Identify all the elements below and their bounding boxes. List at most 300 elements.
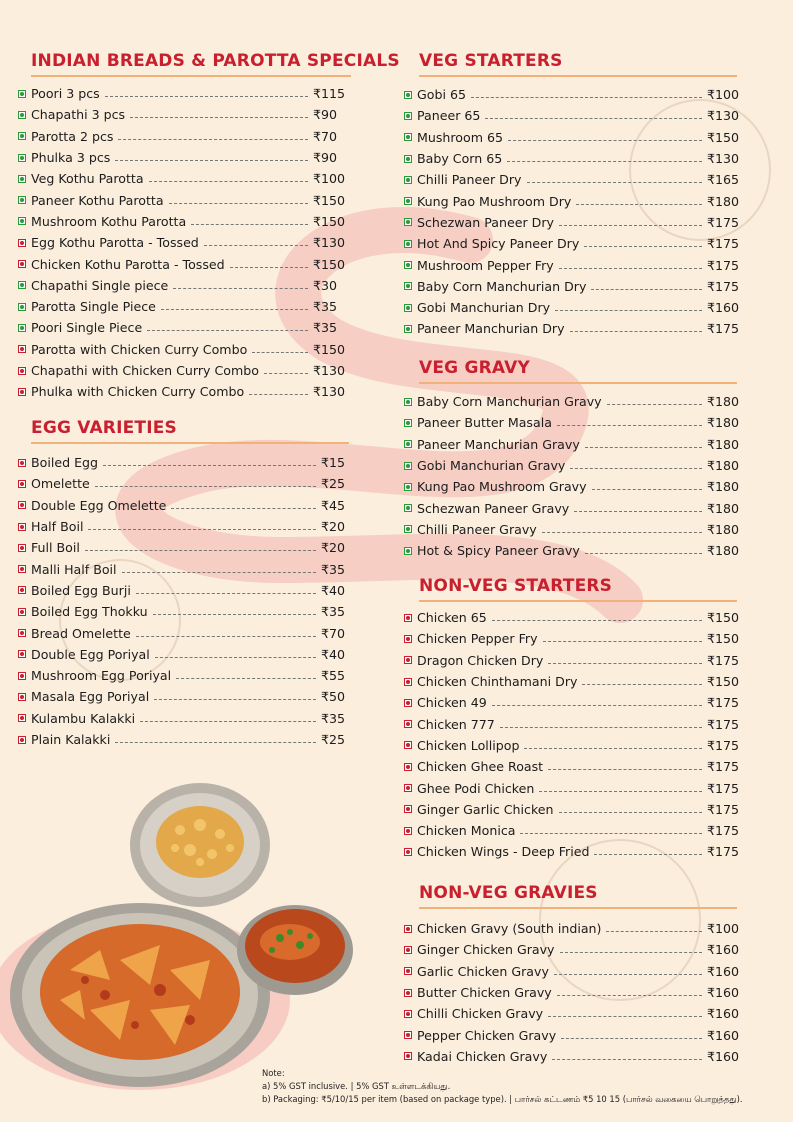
item-name: Hot & Spicy Paneer Gravy <box>417 543 580 559</box>
veg-mark-icon <box>404 155 412 163</box>
item-name: Paneer Butter Masala <box>417 415 552 431</box>
item-name: Boiled Egg Thokku <box>31 604 148 620</box>
veg-mark-icon <box>404 304 412 312</box>
nonveg-mark-icon <box>404 967 412 975</box>
menu-item <box>18 339 346 360</box>
item-price: ₹180 <box>707 193 740 209</box>
nonveg-mark-icon <box>404 720 412 728</box>
item-price: ₹130 <box>313 235 346 251</box>
dot-leader <box>171 508 316 509</box>
menu-item <box>404 671 740 692</box>
veg-mark-icon <box>18 281 26 289</box>
item-name: Masala Egg Poriyal <box>31 689 150 705</box>
item-name: Baby Corn 65 <box>417 151 503 167</box>
menu-item <box>404 391 740 412</box>
menu-item <box>18 275 343 296</box>
menu-item <box>404 318 740 339</box>
menu-item <box>404 434 740 455</box>
item-price: ₹160 <box>707 1027 740 1043</box>
menu-item <box>18 644 351 665</box>
dot-leader <box>507 161 702 162</box>
nonveg-mark-icon <box>18 345 26 353</box>
nonveg-mark-icon <box>404 925 412 933</box>
item-price: ₹150 <box>707 610 740 626</box>
nonveg-mark-icon <box>18 239 26 247</box>
nonveg-mark-icon <box>404 989 412 997</box>
menu-list <box>404 391 740 561</box>
item-name: Chicken Lollipop <box>417 737 520 753</box>
menu-item <box>404 148 740 169</box>
item-price: ₹160 <box>707 963 740 979</box>
menu-item <box>18 232 346 253</box>
nonveg-mark-icon <box>404 635 412 643</box>
item-price: ₹175 <box>707 652 740 668</box>
menu-item <box>18 686 351 707</box>
nonveg-mark-icon <box>18 672 26 680</box>
nonveg-mark-icon <box>18 544 26 552</box>
dot-leader <box>520 833 702 834</box>
menu-item <box>404 939 740 960</box>
dot-leader <box>527 182 702 183</box>
dot-leader <box>560 952 703 953</box>
footnote <box>262 1067 743 1106</box>
dot-leader <box>570 331 702 332</box>
menu-item <box>18 189 346 210</box>
item-price: ₹160 <box>707 1006 740 1022</box>
item-price: ₹180 <box>707 521 740 537</box>
item-price: ₹50 <box>321 689 346 705</box>
section-title: EGG VARIETIES <box>31 418 178 438</box>
item-price: ₹150 <box>313 341 346 357</box>
item-price: ₹40 <box>321 646 346 662</box>
nonveg-mark-icon <box>404 678 412 686</box>
veg-mark-icon <box>404 462 412 470</box>
item-name: Chicken Wings - Deep Fried <box>417 844 590 860</box>
nonveg-mark-icon <box>18 650 26 658</box>
item-name: Schezwan Paneer Dry <box>417 214 554 230</box>
dot-leader <box>115 742 316 743</box>
menu-item <box>404 1003 740 1024</box>
dot-leader <box>147 330 308 331</box>
item-name: Poori 3 pcs <box>31 86 100 102</box>
item-price: ₹180 <box>707 394 740 410</box>
dot-leader <box>154 699 316 700</box>
item-name: Kulambu Kalakki <box>31 710 136 726</box>
nonveg-mark-icon <box>18 367 26 375</box>
veg-mark-icon <box>404 525 412 533</box>
menu-item <box>18 708 351 729</box>
item-name: Full Boil <box>31 540 80 556</box>
menu-list <box>404 607 740 863</box>
item-price: ₹165 <box>707 172 740 188</box>
menu-item <box>404 105 740 126</box>
veg-mark-icon <box>404 133 412 141</box>
section-veg-gravy <box>417 357 740 561</box>
note-packaging: b) Packaging: ₹5/10/15 per item (based on package type). | பார்சல் கட்டணம் ₹5 10 15 (பார்சல் வகையை பொறுத்தது). <box>262 1094 743 1104</box>
nonveg-mark-icon <box>404 1031 412 1039</box>
menu-item <box>404 820 740 841</box>
menu-list <box>404 84 740 340</box>
item-price: ₹175 <box>707 780 740 796</box>
nonveg-mark-icon <box>18 736 26 744</box>
dot-leader <box>548 663 702 664</box>
item-name: Boiled Egg <box>31 455 99 471</box>
item-name: Chicken Pepper Fry <box>417 631 538 647</box>
section-rule <box>419 600 737 602</box>
item-price: ₹30 <box>313 277 338 293</box>
item-price: ₹35 <box>321 710 346 726</box>
menu-item <box>404 212 740 233</box>
section-title: VEG STARTERS <box>419 51 563 71</box>
item-price: ₹150 <box>707 674 740 690</box>
dot-leader <box>136 593 316 594</box>
section-rule <box>31 75 351 77</box>
dot-leader <box>169 203 308 204</box>
dot-leader <box>606 931 702 932</box>
dot-leader <box>264 373 308 374</box>
item-name: Chicken Gravy (South indian) <box>417 921 602 937</box>
nonveg-mark-icon <box>404 1010 412 1018</box>
nonveg-mark-icon <box>18 480 26 488</box>
menu-list <box>404 918 740 1067</box>
item-name: Pepper Chicken Gravy <box>417 1027 557 1043</box>
item-price: ₹175 <box>707 737 740 753</box>
item-price: ₹175 <box>707 759 740 775</box>
veg-mark-icon <box>404 325 412 333</box>
dot-leader <box>584 246 702 247</box>
dot-leader <box>85 550 316 551</box>
menu-item <box>18 381 346 402</box>
item-price: ₹90 <box>313 150 338 166</box>
menu-item <box>18 168 346 189</box>
menu-item <box>404 233 740 254</box>
menu-item <box>404 455 740 476</box>
dot-leader <box>191 224 308 225</box>
item-name: Dragon Chicken Dry <box>417 652 544 668</box>
note-gst: a) 5% GST inclusive. | 5% GST உள்ளடக்கியது. <box>262 1081 451 1091</box>
item-name: Mushroom 65 <box>417 129 503 145</box>
dot-leader <box>585 553 702 554</box>
item-price: ₹100 <box>707 87 740 103</box>
dot-leader <box>103 465 316 466</box>
dot-leader <box>130 117 308 118</box>
item-price: ₹160 <box>707 300 740 316</box>
menu-item <box>404 982 740 1003</box>
menu-item <box>404 84 740 105</box>
item-name: Malli Half Boil <box>31 561 117 577</box>
dot-leader <box>153 614 316 615</box>
veg-mark-icon <box>404 419 412 427</box>
dot-leader <box>500 727 702 728</box>
item-name: Kung Pao Mushroom Gravy <box>417 479 587 495</box>
veg-mark-icon <box>18 154 26 162</box>
item-name: Double Egg Poriyal <box>31 646 150 662</box>
item-price: ₹160 <box>707 942 740 958</box>
dot-leader <box>252 352 308 353</box>
section-rule <box>419 75 737 77</box>
menu-item <box>18 317 343 338</box>
nonveg-mark-icon <box>18 459 26 467</box>
item-price: ₹100 <box>707 921 740 937</box>
item-price: ₹160 <box>707 985 740 1001</box>
veg-mark-icon <box>404 112 412 120</box>
item-name: Paneer Kothu Parotta <box>31 192 164 208</box>
item-price: ₹180 <box>707 479 740 495</box>
nonveg-mark-icon <box>18 501 26 509</box>
item-name: Chilli Paneer Gravy <box>417 521 537 537</box>
dot-leader <box>574 511 702 512</box>
menu-item <box>404 799 740 820</box>
item-price: ₹160 <box>707 1048 740 1064</box>
item-price: ₹150 <box>707 631 740 647</box>
menu-item <box>18 452 351 473</box>
dot-leader <box>543 641 702 642</box>
dot-leader <box>508 140 702 141</box>
item-name: Ginger Garlic Chicken <box>417 801 554 817</box>
menu-list <box>18 452 351 750</box>
item-price: ₹180 <box>707 543 740 559</box>
item-price: ₹70 <box>313 128 338 144</box>
item-price: ₹175 <box>707 695 740 711</box>
menu-item <box>404 412 740 433</box>
nonveg-mark-icon <box>18 586 26 594</box>
item-name: Phulka 3 pcs <box>31 150 111 166</box>
dot-leader <box>570 468 702 469</box>
menu-item <box>18 126 343 147</box>
dot-leader <box>592 489 702 490</box>
item-name: Baby Corn Manchurian Dry <box>417 278 587 294</box>
menu-item <box>18 104 343 125</box>
dot-leader <box>122 572 316 573</box>
menu-item <box>18 83 346 104</box>
item-name: Parotta 2 pcs <box>31 128 114 144</box>
menu-item <box>404 713 740 734</box>
item-price: ₹35 <box>321 604 346 620</box>
menu-item <box>404 276 740 297</box>
item-price: ₹180 <box>707 500 740 516</box>
nonveg-mark-icon <box>404 946 412 954</box>
menu-item <box>404 628 740 649</box>
menu-item <box>404 169 740 190</box>
dot-leader <box>230 267 308 268</box>
veg-mark-icon <box>404 240 412 248</box>
menu-list <box>18 83 346 402</box>
veg-mark-icon <box>18 217 26 225</box>
nonveg-mark-icon <box>404 784 412 792</box>
item-name: Boiled Egg Burji <box>31 582 131 598</box>
item-name: Gobi Manchurian Dry <box>417 300 551 316</box>
item-price: ₹150 <box>313 192 346 208</box>
item-price: ₹55 <box>321 668 346 684</box>
menu-item <box>404 519 740 540</box>
nonveg-mark-icon <box>18 565 26 573</box>
dot-leader <box>594 854 702 855</box>
dot-leader <box>492 705 702 706</box>
dot-leader <box>554 974 702 975</box>
item-name: Gobi Manchurian Gravy <box>417 458 566 474</box>
item-price: ₹40 <box>321 582 346 598</box>
dot-leader <box>542 532 702 533</box>
dot-leader <box>492 620 702 621</box>
dot-leader <box>161 309 308 310</box>
menu-item <box>404 1046 740 1067</box>
menu-item <box>18 665 351 686</box>
item-name: Poori Single Piece <box>31 320 143 336</box>
item-price: ₹45 <box>321 497 346 513</box>
menu-item <box>404 735 740 756</box>
item-name: Chicken 777 <box>417 716 495 732</box>
dot-leader <box>557 425 702 426</box>
nonveg-mark-icon <box>404 805 412 813</box>
dot-leader <box>471 97 702 98</box>
section-breads <box>31 50 403 402</box>
menu-item <box>18 537 351 558</box>
menu-item <box>404 961 740 982</box>
item-price: ₹35 <box>321 561 346 577</box>
dot-leader <box>585 447 702 448</box>
dot-leader <box>204 245 308 246</box>
item-price: ₹175 <box>707 321 740 337</box>
item-name: Hot And Spicy Paneer Dry <box>417 236 580 252</box>
dot-leader <box>118 139 308 140</box>
food-photo <box>0 770 360 1100</box>
veg-mark-icon <box>18 175 26 183</box>
item-name: Chicken Kothu Parotta - Tossed <box>31 256 225 272</box>
item-name: Paneer 65 <box>417 108 481 124</box>
veg-mark-icon <box>404 176 412 184</box>
item-price: ₹150 <box>313 256 346 272</box>
section-title: VEG GRAVY <box>419 358 530 378</box>
item-name: Egg Kothu Parotta - Tossed <box>31 235 199 251</box>
item-price: ₹15 <box>321 455 346 471</box>
menu-item <box>404 607 740 628</box>
veg-mark-icon <box>404 504 412 512</box>
menu-item <box>404 650 740 671</box>
dot-leader <box>176 678 316 679</box>
nonveg-mark-icon <box>404 699 412 707</box>
menu-item <box>18 253 346 274</box>
item-name: Chicken Ghee Roast <box>417 759 544 775</box>
menu-item <box>18 516 351 537</box>
nonveg-mark-icon <box>18 523 26 531</box>
veg-mark-icon <box>404 483 412 491</box>
item-name: Veg Kothu Parotta <box>31 171 144 187</box>
dot-leader <box>95 486 316 487</box>
item-name: Parotta Single Piece <box>31 299 156 315</box>
dot-leader <box>539 791 702 792</box>
menu-item <box>18 729 351 750</box>
item-name: Chicken Monica <box>417 823 516 839</box>
dot-leader <box>548 769 702 770</box>
menu-item <box>18 296 343 317</box>
item-price: ₹115 <box>313 86 346 102</box>
veg-mark-icon <box>404 261 412 269</box>
veg-mark-icon <box>18 90 26 98</box>
nonveg-mark-icon <box>18 388 26 396</box>
item-price: ₹180 <box>707 458 740 474</box>
item-price: ₹20 <box>321 540 346 556</box>
item-name: Chilli Paneer Dry <box>417 172 522 188</box>
veg-mark-icon <box>404 398 412 406</box>
item-price: ₹150 <box>707 129 740 145</box>
dot-leader <box>561 1038 702 1039</box>
item-price: ₹180 <box>707 415 740 431</box>
dot-leader <box>559 812 702 813</box>
item-price: ₹25 <box>321 476 346 492</box>
veg-mark-icon <box>18 111 26 119</box>
menu-item <box>404 918 740 939</box>
menu-item <box>404 476 740 497</box>
nonveg-mark-icon <box>404 848 412 856</box>
dot-leader <box>88 529 316 530</box>
dot-leader <box>249 394 308 395</box>
item-name: Chapathi Single piece <box>31 277 169 293</box>
menu-item <box>404 692 740 713</box>
item-price: ₹175 <box>707 236 740 252</box>
menu-item <box>18 601 351 622</box>
veg-mark-icon <box>404 218 412 226</box>
item-name: Baby Corn Manchurian Gravy <box>417 394 602 410</box>
menu-item <box>404 190 740 211</box>
menu-item <box>404 841 740 862</box>
item-price: ₹175 <box>707 214 740 230</box>
item-name: Mushroom Kothu Parotta <box>31 213 187 229</box>
menu-item <box>404 777 740 798</box>
item-name: Chicken 65 <box>417 610 487 626</box>
nonveg-mark-icon <box>404 1052 412 1060</box>
item-name: Mushroom Pepper Fry <box>417 257 554 273</box>
dot-leader <box>559 225 702 226</box>
item-price: ₹100 <box>313 171 346 187</box>
dot-leader <box>136 636 316 637</box>
dot-leader <box>149 181 308 182</box>
dot-leader <box>548 1016 702 1017</box>
dot-leader <box>173 288 308 289</box>
dot-leader <box>555 310 702 311</box>
menu-item <box>18 473 351 494</box>
veg-mark-icon <box>404 91 412 99</box>
item-price: ₹180 <box>707 436 740 452</box>
note-label: Note: <box>262 1068 285 1078</box>
item-name: Paneer Manchurian Dry <box>417 321 565 337</box>
item-price: ₹130 <box>313 363 346 378</box>
nonveg-mark-icon <box>404 763 412 771</box>
menu-item <box>404 127 740 148</box>
menu-item <box>404 540 740 561</box>
veg-mark-icon <box>18 324 26 332</box>
section-title: NON-VEG STARTERS <box>419 576 613 596</box>
dot-leader <box>485 118 702 119</box>
nonveg-mark-icon <box>18 608 26 616</box>
nonveg-mark-icon <box>404 741 412 749</box>
nonveg-mark-icon <box>18 260 26 268</box>
section-rule <box>419 382 737 384</box>
item-name: Parotta with Chicken Curry Combo <box>31 341 248 357</box>
nonveg-mark-icon <box>404 614 412 622</box>
item-price: ₹130 <box>707 151 740 167</box>
item-name: Bread Omelette <box>31 625 131 641</box>
item-name: Double Egg Omelette <box>31 497 167 513</box>
nonveg-mark-icon <box>404 827 412 835</box>
section-title: NON-VEG GRAVIES <box>419 883 598 903</box>
nonveg-mark-icon <box>18 693 26 701</box>
section-rule <box>31 442 349 444</box>
menu-item <box>404 297 740 318</box>
section-nonveg-gravies <box>417 882 740 1067</box>
item-name: Plain Kalakki <box>31 732 111 747</box>
item-price: ₹175 <box>707 257 740 273</box>
section-veg-starters <box>417 50 740 340</box>
